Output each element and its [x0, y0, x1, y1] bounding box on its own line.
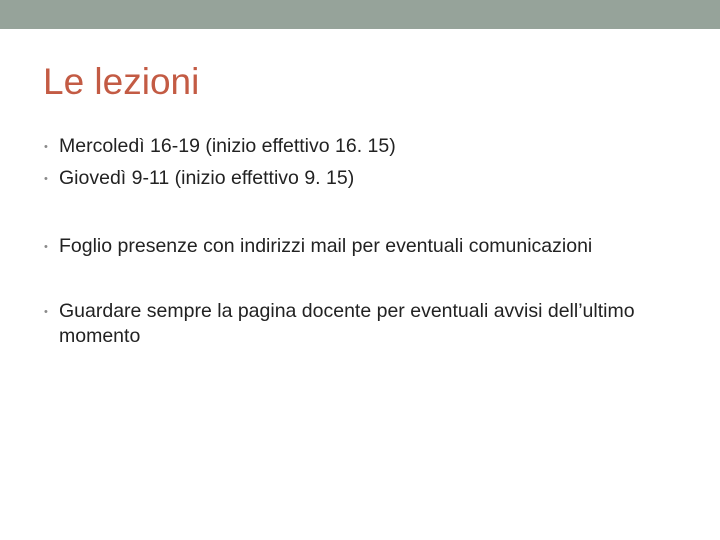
bullet-text: Mercoledì 16-19 (inizio effettivo 16. 15): [59, 135, 396, 157]
bullet-dot-icon: •: [44, 241, 48, 253]
bullet-item-schedule-wednesday: [44, 135, 684, 159]
top-decorative-bar: [0, 0, 720, 29]
bullet-text: Foglio presenze con indirizzi mail per eventuali comunicazioni: [59, 235, 593, 257]
bullet-text: Guardare sempre la pagina docente per eventuali avvisi dell’ultimo momento: [59, 300, 635, 347]
bullet-item-schedule-thursday: [44, 167, 684, 191]
bullet-dot-icon: •: [44, 306, 48, 318]
bullet-dot-icon: •: [44, 173, 48, 185]
slide-title: Le lezioni: [43, 61, 200, 102]
bullet-item-teacher-page: [44, 300, 684, 349]
bullet-text: Giovedì 9-11 (inizio effettivo 9. 15): [59, 167, 355, 189]
bullet-dot-icon: •: [44, 141, 48, 153]
bullet-item-attendance-sheet: [44, 235, 684, 259]
